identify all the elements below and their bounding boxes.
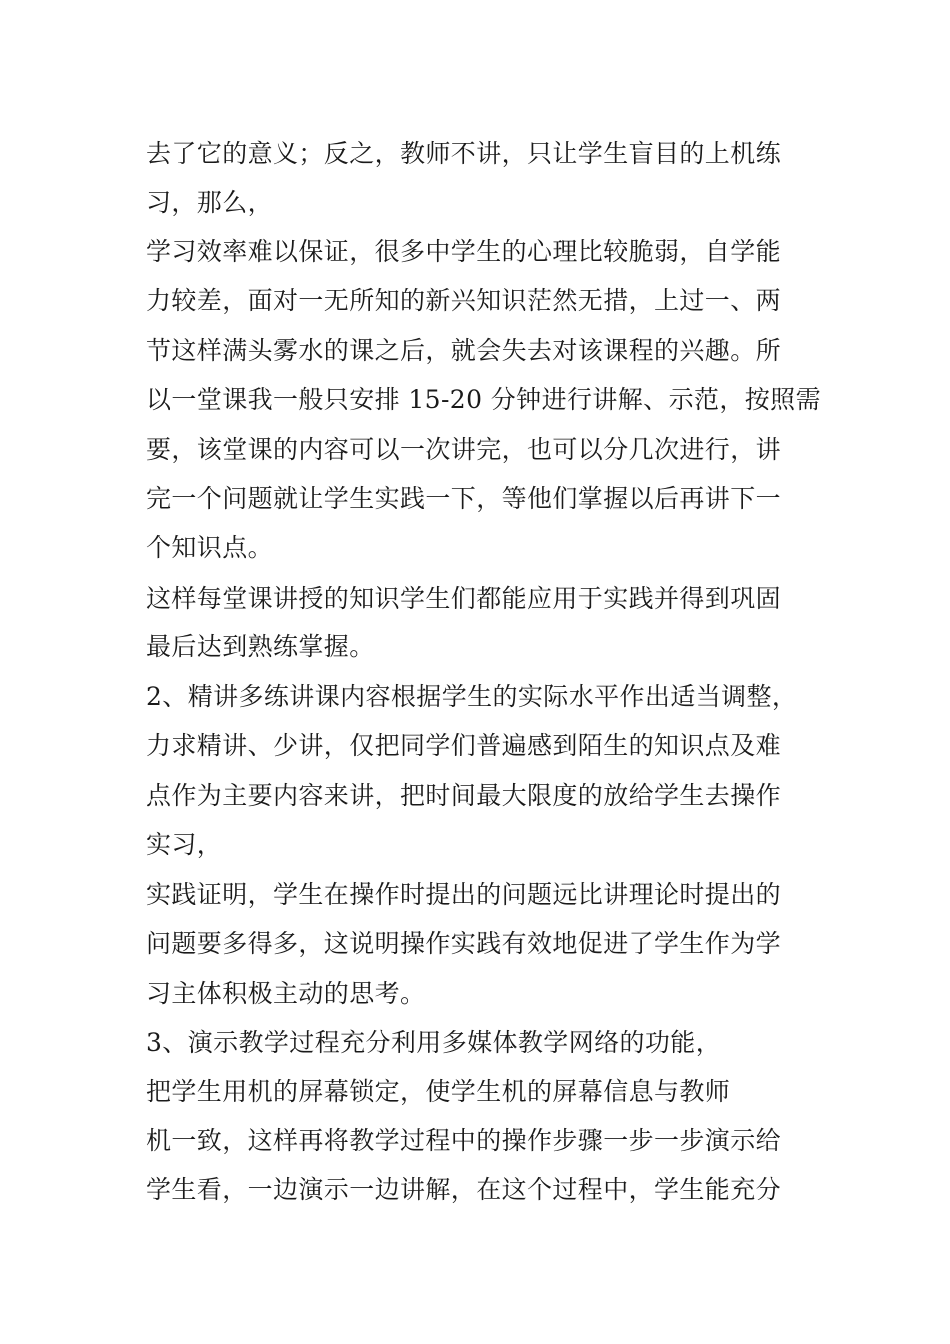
- text-line: 3、演示教学过程充分利用多媒体教学网络的功能，: [146, 1028, 722, 1057]
- text-line: 去了它的意义；反之，教师不讲，只让学生盲目的上机练: [146, 139, 782, 168]
- text-line: 完一个问题就让学生实践一下，等他们掌握以后再讲下一: [146, 484, 782, 513]
- text-line: 习主体积极主动的思考。: [146, 979, 426, 1008]
- text-line: 个知识点。: [146, 533, 274, 562]
- text-line: 力较差，面对一无所知的新兴知识茫然无措，上过一、两: [146, 286, 782, 315]
- text-line: 实践证明，学生在操作时提出的问题远比讲理论时提出的: [146, 880, 782, 909]
- text-line: 以一堂课我一般只安排 15-20 分钟进行讲解、示范，按照需: [146, 385, 821, 414]
- text-line: 把学生用机的屏幕锁定，使学生机的屏幕信息与教师: [146, 1077, 731, 1106]
- text-line: 习，那么，: [146, 188, 274, 217]
- text-line: 2、精讲多练讲课内容根据学生的实际水平作出适当调整，: [146, 682, 798, 711]
- text-line: 实习，: [146, 830, 223, 859]
- text-line: 最后达到熟练掌握。: [146, 632, 375, 661]
- text-line: 力求精讲、少讲，仅把同学们普遍感到陌生的知识点及难: [146, 731, 782, 760]
- text-line: 问题要多得多，这说明操作实践有效地促进了学生作为学: [146, 929, 782, 958]
- text-line: 学生看，一边演示一边讲解，在这个过程中，学生能充分: [146, 1175, 782, 1204]
- text-line: 这样每堂课讲授的知识学生们都能应用于实践并得到巩固: [146, 584, 782, 613]
- text-line: 点作为主要内容来讲，把时间最大限度的放给学生去操作: [146, 781, 782, 810]
- text-line: 节这样满头雾水的课之后，就会失去对该课程的兴趣。所: [146, 336, 782, 365]
- text-line: 机一致，这样再将教学过程中的操作步骤一步一步演示给: [146, 1126, 782, 1155]
- text-line: 学习效率难以保证，很多中学生的心理比较脆弱，自学能: [146, 237, 782, 266]
- text-line: 要，该堂课的内容可以一次讲完，也可以分几次进行，讲: [146, 435, 782, 464]
